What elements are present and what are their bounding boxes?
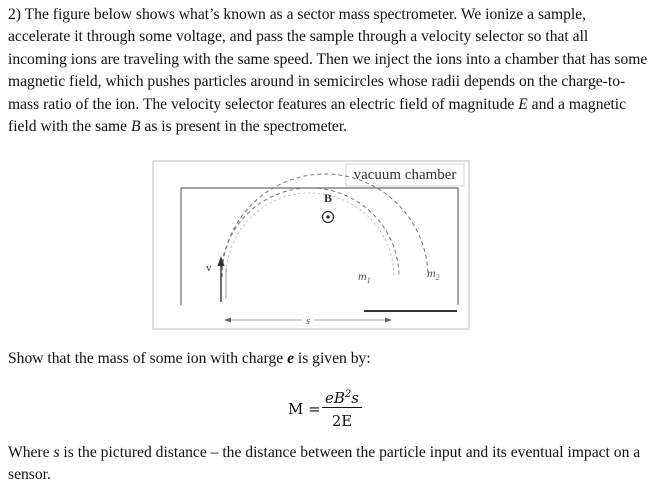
- mass1-label: $m_1$: [358, 269, 371, 285]
- symbol-B: B: [130, 118, 141, 136]
- velocity-label: v: [206, 262, 212, 274]
- symbol-e: e: [287, 350, 294, 367]
- field-label: B: [323, 191, 333, 205]
- mass2-label: $m_2$: [427, 266, 440, 282]
- explanation-text: Where s is the pictured distance – the distance between the particle input and its eventual impact on a sensor.: [8, 444, 641, 483]
- prompt-text: Show that the mass of some ion with charge e is given by:: [8, 350, 371, 367]
- mass-equation: [288, 384, 408, 434]
- spectrometer-figure: [152, 160, 470, 330]
- distance-label: s: [305, 315, 311, 327]
- symbol-s: s: [53, 444, 60, 461]
- equation-lhs: M =: [288, 400, 321, 418]
- problem-statement: 2) The figure below shows what’s known as a sector mass spectrometer. We ionize a sample, accelerate it through some voltage, and pass the sample through a velocity selector so that all incoming ions are traveling with the same speed. Then we inject the ions into a chamber that has some magnetic field, which pushes particles around in semicircles whose radii depends on the charge-to-mass ratio of the ion. The velocity selector features an electric field of magnitude E and a magnetic field with the same B as is present in the spectrometer.: [8, 6, 648, 136]
- problem-number: 2): [8, 6, 21, 23]
- equation-fraction: [322, 384, 362, 432]
- equation-numerator: $eB^2s$: [325, 389, 359, 407]
- symbol-E: E: [518, 95, 528, 113]
- equation-denominator: 2E: [331, 412, 353, 430]
- chamber-label: vacuum chamber: [353, 167, 457, 183]
- fraction-bar: [322, 407, 362, 408]
